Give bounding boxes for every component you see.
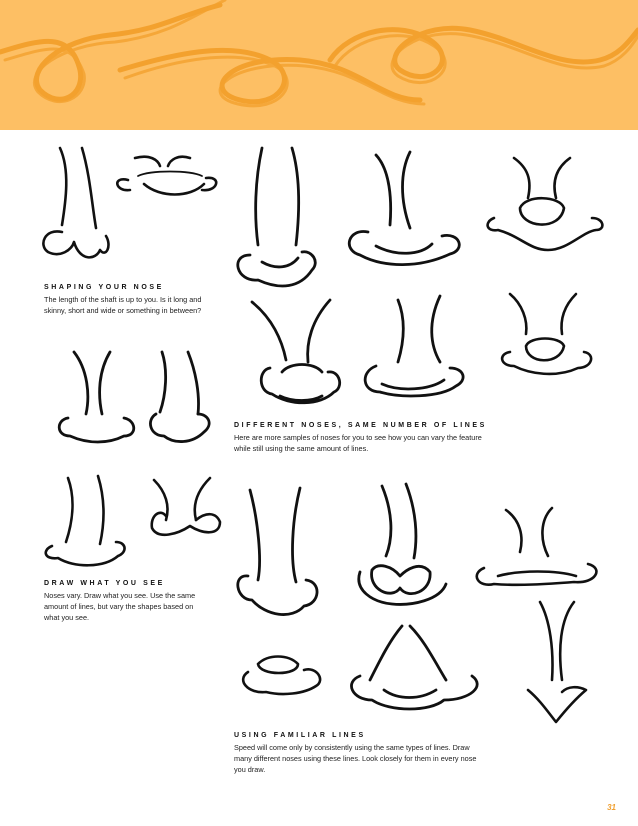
header-banner	[0, 0, 638, 130]
caption-title-draw: DRAW WHAT YOU SEE	[44, 580, 165, 587]
page-number: 31	[607, 803, 616, 812]
caption-title-familiar: USING FAMILIAR LINES	[234, 732, 366, 739]
nose-drawing	[365, 296, 463, 396]
caption-body-draw	[44, 590, 195, 623]
caption-line: while still using the same amount of lines.	[234, 444, 369, 453]
caption-body-shaping	[44, 294, 201, 316]
nose-drawing	[46, 476, 125, 565]
nose-drawing	[59, 352, 134, 442]
nose-drawing	[152, 478, 220, 535]
caption-line: amount of lines, but vary the shapes based on	[44, 602, 194, 611]
nose-drawing	[238, 148, 315, 286]
nose-drawing	[359, 484, 446, 604]
nose-drawing	[349, 152, 459, 265]
caption-line: skinny, short and wide or something in between?	[44, 306, 202, 315]
caption-title-different: DIFFERENT NOSES, SAME NUMBER OF LINES	[234, 422, 487, 429]
nose-drawing	[238, 488, 317, 615]
nose-drawing	[477, 508, 597, 585]
caption-line: what you see.	[44, 613, 90, 622]
caption-title-shaping: SHAPING YOUR NOSE	[44, 284, 164, 291]
nose-drawing	[528, 602, 586, 722]
nose-drawing	[243, 657, 320, 695]
caption-body-familiar	[234, 742, 476, 775]
nose-illustrations	[0, 130, 638, 826]
nose-drawing	[488, 158, 603, 250]
caption-line: Speed will come only by consistently using the same types of lines. Draw	[234, 743, 470, 752]
nose-drawing	[351, 626, 477, 709]
caption-line: many different noses using these lines. Look closely for them in every nose	[234, 754, 477, 763]
nose-drawing	[117, 157, 216, 195]
nose-drawing	[43, 148, 108, 257]
nose-drawing	[252, 300, 340, 403]
nose-drawing	[150, 352, 209, 442]
caption-line: The length of the shaft is up to you. Is it long and	[44, 295, 202, 304]
nose-drawing	[502, 294, 591, 374]
caption-line: Here are more samples of noses for you to see how you can vary the feature	[234, 433, 482, 442]
caption-body-different	[234, 432, 482, 454]
caption-line: you draw.	[234, 765, 266, 774]
caption-line: Noses vary. Draw what you see. Use the same	[44, 591, 196, 600]
